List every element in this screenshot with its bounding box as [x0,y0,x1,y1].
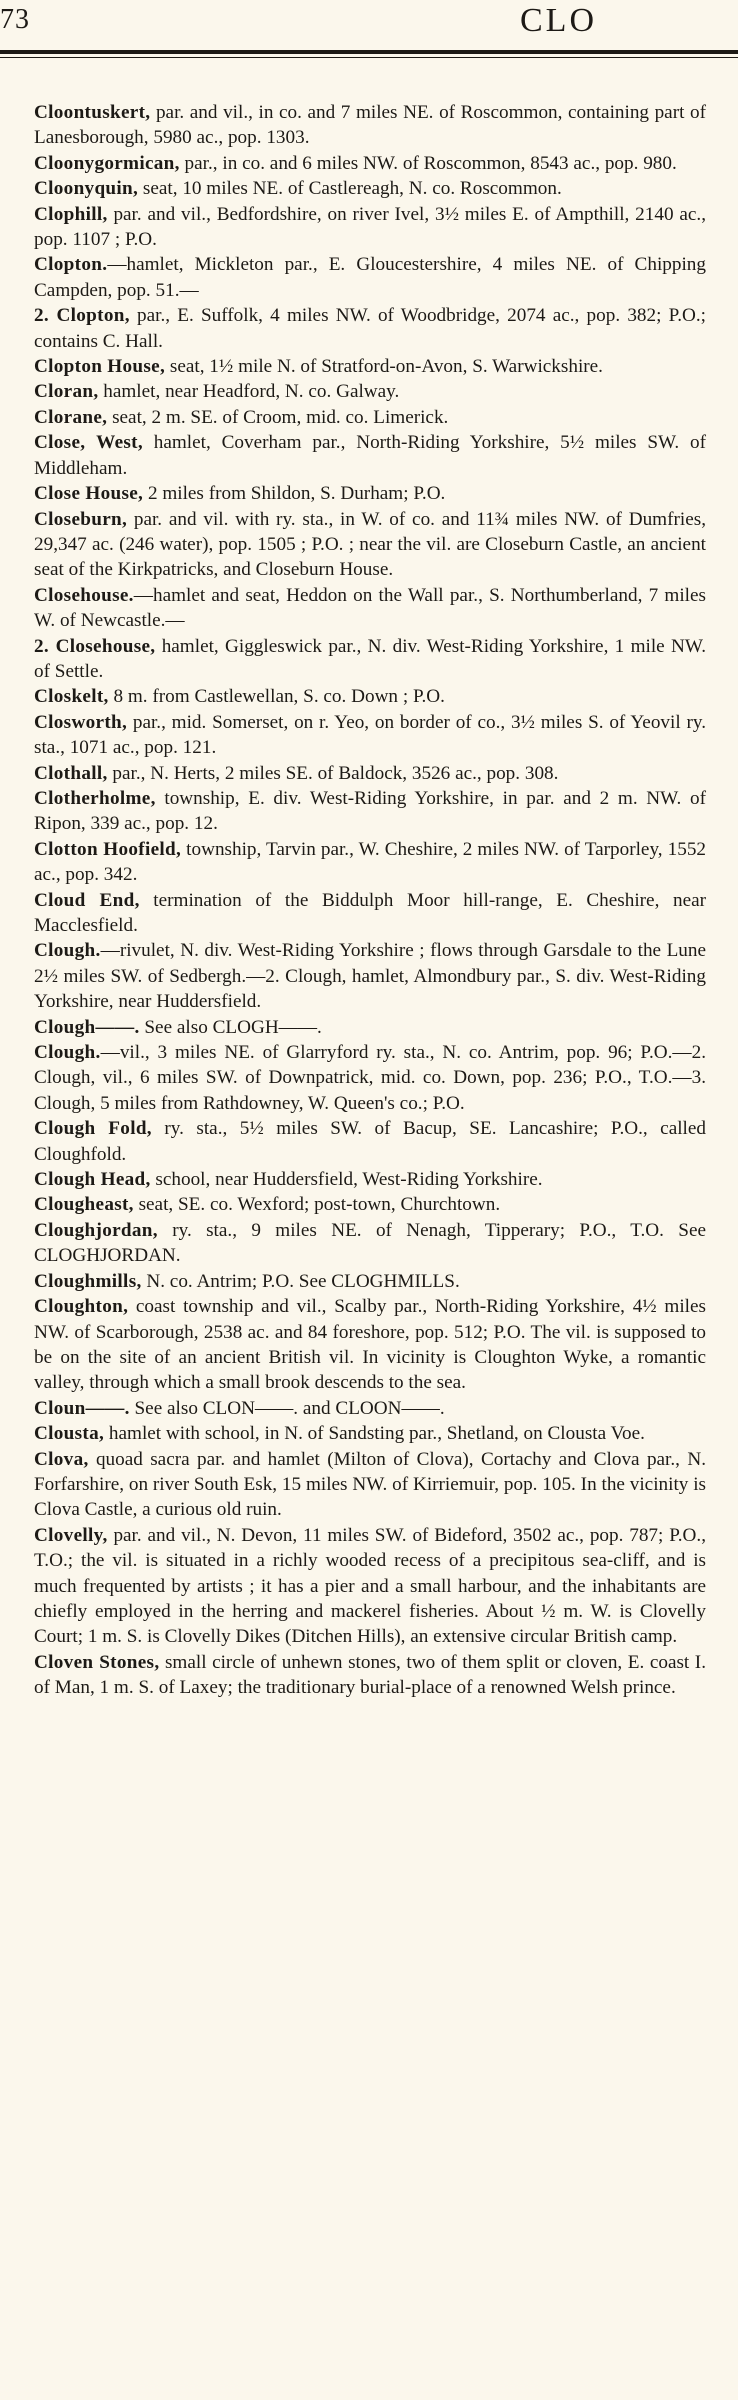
entry-headword: Clopton. [34,254,108,276]
entry-headword: Closworth, [34,711,128,733]
entry-headword: Cloran, [34,381,99,403]
gazetteer-entry [34,430,706,481]
gazetteer-entry [34,837,706,888]
entry-text: par., N. Herts, 2 miles SE. of Baldock, 3526 ac., pop. 308. [107,762,559,784]
entry-headword: Clough Fold, [34,1118,152,1140]
entry-headword: Cloven Stones, [34,1651,160,1673]
gazetteer-entry [34,1218,706,1269]
entry-headword: Cloughmills, [34,1270,142,1292]
entry-list [34,100,706,1701]
entry-headword: Clough Head, [34,1169,151,1191]
entry-headword: Clough. [34,940,101,962]
entry-headword: Cloun——. [34,1397,130,1419]
entry-text: seat, 1½ mile N. of Stratford-on-Avon, S. Warwickshire. [165,356,603,378]
entry-headword: Clough. [34,1042,101,1064]
entry-headword: Closehouse. [34,584,134,606]
entry-headword: Cloughjordan, [34,1219,158,1241]
gazetteer-entry [34,100,706,151]
gazetteer-entry [34,1116,706,1167]
entry-text: township, E. div. West-Riding Yorkshire, in par. and 2 m. NW. of Ripon, 339 ac., pop. 12. [34,787,706,835]
gazetteer-entry [34,1396,706,1421]
entry-text: township, Tarvin par., W. Cheshire, 2 miles NW. of Tarporley, 1552 ac., pop. 342. [34,838,707,886]
entry-text: hamlet, near Headford, N. co. Galway. [98,381,400,403]
entry-headword: Clougheast, [34,1194,134,1216]
running-head: CLO [520,2,597,39]
entry-headword: Clotton Hoofield, [34,838,182,860]
gazetteer-entry [34,710,706,761]
entry-text: —rivulet, N. div. West-Riding Yorkshire ; flows through Garsdale to the Lune 2½ miles SW. of Sedbergh.—2. Clough, hamlet, Almondbury par., S. div. West-Riding Yorkshire, near Huddersfield. [34,940,706,1013]
gazetteer-entry [34,1269,706,1294]
gazetteer-entry [34,684,706,709]
entry-text: —vil., 3 miles NE. of Glarryford ry. sta., N. co. Antrim, pop. 96; P.O.—2. Clough, vil., 6 miles SW. of Downpatrick, mid. co. Down, pop. 236; P.O., T.O.—3. Clough, 5 miles from Rathdowney, W. Queen's co.; P.O. [34,1042,706,1114]
entry-text: par. and vil., Bedfordshire, on river Ivel, 3½ miles E. of Ampthill, 2140 ac., pop. 1107 ; P.O. [34,203,706,251]
entry-text: par. and vil., in co. and 7 miles NE. of Roscommon, containing part of Lanesborough, 5980 ac., pop. 1303. [34,102,706,149]
page-header [0,0,738,56]
entry-headword: Close, West, [34,432,143,454]
entry-text: par. and vil. with ry. sta., in W. of co. and 11¾ miles NW. of Dumfries, 29,347 ac. (246 water), pop. 1505 ; P.O. ; near the vil. are Closeburn Castle, an ancient seat of the Kirkpatricks, and Closeburn House. [34,508,706,581]
gazetteer-entry [34,405,706,430]
gazetteer-entry [34,1523,706,1650]
entry-text: hamlet with school, in N. of Sandsting par., Shetland, on Clousta Voe. [104,1423,645,1445]
entry-headword: 2. Closehouse, [34,635,156,657]
gazetteer-entry [34,379,706,404]
header-rule-thick [0,50,738,54]
gazetteer-entry [34,1015,706,1040]
entry-headword: Cloughton, [34,1296,129,1318]
entry-text: seat, 10 miles NE. of Castlereagh, N. co. Roscommon. [138,178,562,200]
gazetteer-entry [34,634,706,685]
gazetteer-entry [34,1192,706,1217]
entry-headword: Clovelly, [34,1524,108,1546]
entry-text: par., E. Suffolk, 4 miles NW. of Woodbridge, 2074 ac., pop. 382; P.O.; contains C. Hall. [34,305,706,352]
entry-headword: Cloonyquin, [34,178,139,200]
entry-headword: Clopton House, [34,356,166,378]
entry-text: school, near Huddersfield, West-Riding Yorkshire. [150,1169,543,1191]
page-number: 73 [0,4,30,35]
entry-headword: Cloonygormican, [34,152,180,174]
entry-text: —hamlet, Mickleton par., E. Gloucestershire, 4 miles NE. of Chipping Campden, pop. 51.— [34,254,706,301]
gazetteer-entry [34,938,706,1014]
entry-text: par., mid. Somerset, on r. Yeo, on border of co., 3½ miles S. of Yeovil ry. sta., 1071 ac., pop. 121. [34,711,706,759]
entry-headword: Closkelt, [34,686,109,708]
gazetteer-entry [34,761,706,786]
entry-text: termination of the Biddulph Moor hill-range, E. Cheshire, near Macclesfield. [34,889,706,936]
gazetteer-entry [34,1447,706,1523]
entry-headword: Close House, [34,483,144,505]
header-rule-thin [0,57,738,58]
entry-headword: Clothall, [34,762,108,784]
entry-text: hamlet, Coverham par., North-Riding Yorkshire, 5½ miles SW. of Middleham. [34,432,706,479]
entry-headword: Clova, [34,1448,89,1470]
entry-text: hamlet, Giggleswick par., N. div. West-Riding Yorkshire, 1 mile NW. of Settle. [34,635,707,682]
gazetteer-entry [34,202,706,253]
entry-headword: Clorane, [34,406,108,428]
gazetteer-entry [34,583,706,634]
entry-text: ry. sta., 5½ miles SW. of Bacup, SE. Lancashire; P.O., called Cloughfold. [34,1118,706,1165]
gazetteer-entry [34,1294,706,1396]
entry-text: quoad sacra par. and hamlet (Milton of Clova), Cortachy and Clova par., N. Forfarshire, on river South Esk, 15 miles NW. of Kirriemuir, pop. 105. In the vicinity is Clova Castle, a curious old ruin. [34,1448,706,1521]
entry-text: 8 m. from Castlewellan, S. co. Down ; P.O. [108,686,445,708]
gazetteer-entry [34,1650,706,1701]
entry-headword: 2. Clopton, [34,305,130,327]
entry-text: ry. sta., 9 miles NE. of Nenagh, Tipperary; P.O., T.O. See CLOGHJORDAN. [34,1219,706,1267]
entry-headword: Clough——. [34,1016,140,1038]
entry-text: 2 miles from Shildon, S. Durham; P.O. [143,483,446,505]
entry-text: seat, 2 m. SE. of Croom, mid. co. Limerick. [107,406,449,428]
gazetteer-entry [34,303,706,354]
gazetteer-entry [34,786,706,837]
entry-text: N. co. Antrim; P.O. See CLOGHMILLS. [141,1270,460,1292]
entry-headword: Clousta, [34,1423,105,1445]
entry-headword: Cloud End, [34,889,140,911]
gazetteer-entry [34,176,706,201]
entry-text: coast township and vil., Scalby par., North-Riding Yorkshire, 4½ miles NW. of Scarborough, 2538 ac. and 84 foreshore, pop. 512; P.O. The vil. is supposed to be on the site of an ancient British vil. In vicinity is Cloughton Wyke, a romantic valley, through which a small brook descends to the sea. [34,1296,706,1394]
entry-text: —hamlet and seat, Heddon on the Wall par., S. Northumberland, 7 miles W. of Newcastle.— [34,584,706,632]
entry-headword: Clotherholme, [34,787,156,809]
entry-headword: Closeburn, [34,508,128,530]
entry-text: See also CLON——. and CLOON——. [129,1397,445,1419]
gazetteer-entry [34,481,706,506]
gazetteer-entry [34,1167,706,1192]
entry-text: See also CLOGH——. [139,1016,322,1038]
gazetteer-entry [34,151,706,176]
entry-text: par. and vil., N. Devon, 11 miles SW. of Bideford, 3502 ac., pop. 787; P.O., T.O.; the vil. is situated in a richly wooded recess of a precipitous sea-cliff, and is much frequented by artists ; it has a pier and a small harbour, and the inhabitants are chiefly employed in the herring and mackerel fisheries. About ½ m. W. is Clovelly Court; 1 m. S. is Clovelly Dikes (Ditchen Hills), an extensive circular British camp. [34,1524,706,1648]
gazetteer-entry [34,888,706,939]
entry-headword: Cloontuskert, [34,102,151,123]
entry-text: small circle of unhewn stones, two of them split or cloven, E. coast I. of Man, 1 m. S. of Laxey; the traditionary burial-place of a renowned Welsh prince. [34,1651,706,1699]
gazetteer-entry [34,1040,706,1116]
gazetteer-entry [34,354,706,379]
gazetteer-entry [34,252,706,303]
entry-text: par., in co. and 6 miles NW. of Roscommon, 8543 ac., pop. 980. [179,152,677,174]
entry-text: seat, SE. co. Wexford; post-town, Churchtown. [133,1194,501,1216]
entry-headword: Clophill, [34,203,108,225]
gazetteer-entry [34,1421,706,1446]
gazetteer-entry [34,507,706,583]
